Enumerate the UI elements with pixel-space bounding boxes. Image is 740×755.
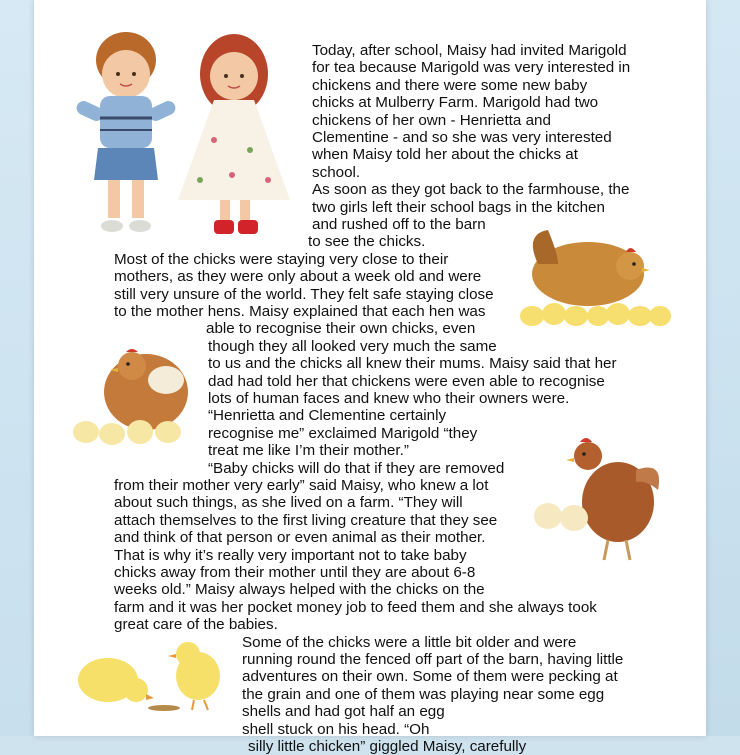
- story-line: shells and had got half an egg: [242, 703, 445, 721]
- story-line: the grain and one of them was playing near some egg: [242, 685, 605, 703]
- two-chicks-pecking-illustration: [68, 640, 238, 712]
- story-line: still very unsure of the world. They felt safe staying close: [114, 285, 494, 303]
- story-line: Clementine - and so she was very interested: [312, 129, 612, 146]
- story-line: Today, after school, Maisy had invited Marigold: [312, 42, 627, 59]
- story-line: two girls left their school bags in the kitchen: [312, 198, 605, 216]
- right-margin-strip: [706, 0, 740, 736]
- story-line: adventures on their own. Some of them were pecking at: [242, 668, 618, 686]
- story-line: silly little chicken” giggled Maisy, carefully: [248, 738, 527, 755]
- story-line: lots of human faces and knew who their owners were.: [208, 390, 570, 407]
- story-line: and think of that person or even animal as their mother.: [114, 529, 486, 547]
- story-line: running round the fenced off part of the barn, having little: [242, 651, 624, 668]
- story-line: Most of the chicks were staying very close to their: [114, 250, 449, 268]
- story-line: chickens of her own - Henrietta and: [312, 111, 551, 129]
- story-line: about such things, as she lived on a farm. “They will: [114, 494, 463, 512]
- story-line: shell stuck on his head. “Oh: [242, 720, 430, 738]
- rag-dolls-illustration: [54, 30, 314, 245]
- story-line: though they all looked very much the same: [208, 337, 497, 355]
- story-line: chicks at Mulberry Farm. Marigold had two: [312, 94, 599, 112]
- left-margin-strip: [0, 0, 34, 736]
- story-line: “Henrietta and Clementine certainly: [208, 407, 447, 425]
- story-line: weeks old.” Maisy always helped with the chicks on the: [114, 581, 485, 599]
- story-line: to the mother hens. Maisy explained that each hen was: [114, 303, 486, 320]
- hen-and-chicks-left-illustration: [68, 340, 198, 452]
- story-line: great care of the babies.: [114, 616, 278, 634]
- story-line: to see the chicks.: [308, 233, 426, 251]
- story-line: dad had told her that chickens were even able to recognise: [208, 372, 605, 390]
- story-line: That is why it’s really very important not to take baby: [114, 546, 467, 564]
- story-line: to us and the chicks all knew their mums. Maisy said that her: [208, 355, 617, 373]
- story-line: farm and it was her pocket money job to feed them and she always took: [114, 598, 597, 616]
- book-page[interactable]: [34, 0, 706, 755]
- story-line: for tea because Marigold was very interested in: [312, 59, 631, 77]
- story-line: able to recognise their own chicks, even: [206, 320, 476, 338]
- brown-hen-illustration: [526, 430, 666, 566]
- story-line: from their mother very early” said Maisy, who knew a lot: [114, 477, 489, 494]
- story-line: chicks away from their mother until they are about 6-8: [114, 564, 476, 581]
- story-line: when Maisy told her about the chicks at: [312, 146, 578, 164]
- doll-girl-figure: [178, 34, 290, 234]
- story-line: and rushed off to the barn: [312, 216, 486, 233]
- hen-with-chicks-illustration: [518, 224, 674, 336]
- story-line: chickens and there were some new baby: [312, 76, 588, 94]
- story-line: treat me like I’m their mother.”: [208, 442, 409, 460]
- story-line: “Baby chicks will do that if they are removed: [208, 459, 505, 477]
- story-line: mothers, as they were only about a week old and were: [114, 268, 482, 286]
- story-line: school.: [312, 163, 361, 181]
- doll-boy-figure: [74, 32, 177, 232]
- story-line: recognise me” exclaimed Marigold “they: [208, 424, 478, 442]
- story-line: As soon as they got back to the farmhouse, the: [312, 181, 630, 199]
- story-line: Some of the chicks were a little bit older and were: [242, 633, 577, 651]
- story-line: attach themselves to the first living creature that they see: [114, 511, 498, 529]
